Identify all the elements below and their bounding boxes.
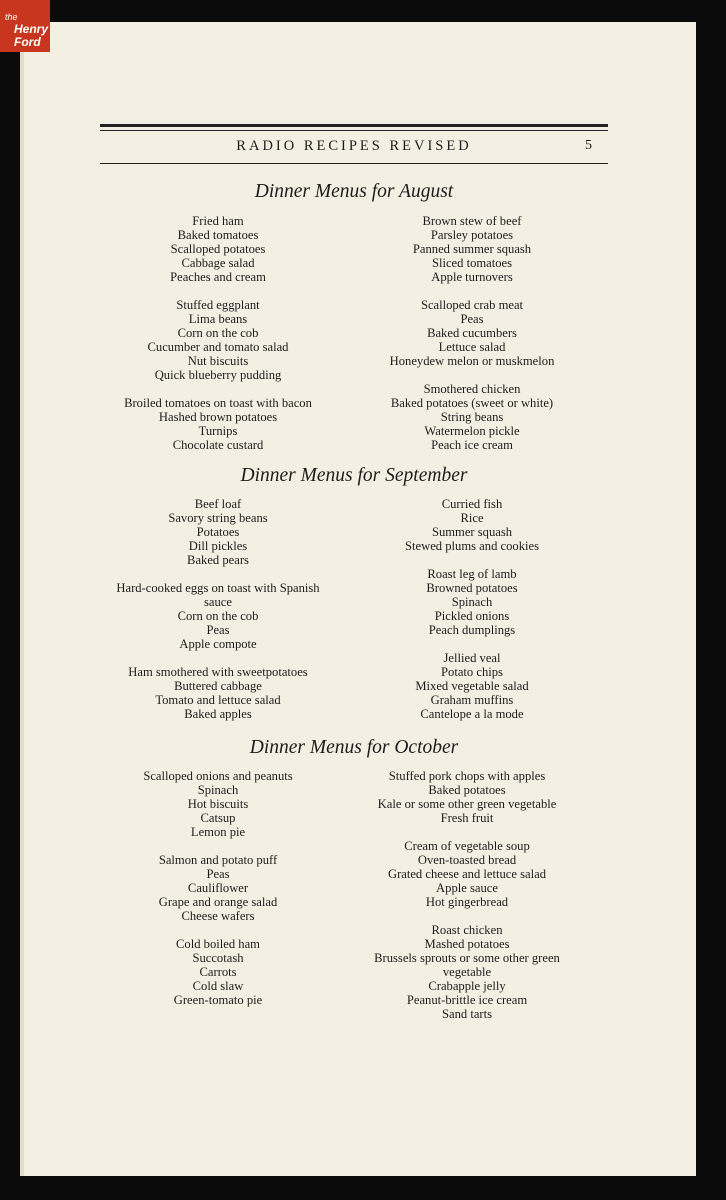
menu-item: Cheese wafers <box>181 909 255 923</box>
menu-item: Honeydew melon or muskmelon <box>389 354 555 368</box>
menu-item: Pickled onions <box>434 609 510 623</box>
henry-ford-logo <box>0 0 50 52</box>
menu-item: Sliced tomatoes <box>431 256 513 270</box>
menu-item: Baked potatoes (sweet or white) <box>390 396 554 410</box>
menu-item: Savory string beans <box>168 511 268 525</box>
menu-item: Hot gingerbread <box>425 895 509 909</box>
menu-item: Baked cucumbers <box>427 326 517 340</box>
menu-item: Roast chicken <box>431 923 503 937</box>
menu-item: Graham muffins <box>430 693 514 707</box>
menu-item: Corn on the cob <box>177 609 259 623</box>
october-right-column <box>342 769 592 1035</box>
menu-item: Broiled tomatoes on toast with bacon <box>124 396 312 410</box>
menu-item: Salmon and potato puff <box>158 853 278 867</box>
menu-group <box>86 497 350 567</box>
menu-item: Mixed vegetable salad <box>415 679 529 693</box>
menu-item: Peach dumplings <box>428 623 516 637</box>
menu-item: Fried ham <box>192 214 244 228</box>
menu-item: Potatoes <box>196 525 240 539</box>
menu-item: Corn on the cob <box>177 326 259 340</box>
menu-item: Peanut-brittle ice cream <box>406 993 528 1007</box>
menu-group <box>352 298 592 368</box>
menu-item: Turnips <box>198 424 238 438</box>
menu-item: Cucumber and tomato salad <box>147 340 289 354</box>
menu-group <box>342 769 592 825</box>
menu-item: Quick blueberry pudding <box>154 368 282 382</box>
menu-item: Nut biscuits <box>187 354 249 368</box>
menu-item: Mashed potatoes <box>424 937 510 951</box>
menu-item: Catsup <box>200 811 236 825</box>
menu-item: Oven-toasted bread <box>417 853 517 867</box>
menu-item: Parsley potatoes <box>430 228 514 242</box>
menu-item: Peas <box>206 623 230 637</box>
section-title-september: Dinner Menus for September <box>240 465 468 486</box>
page-spine-edge <box>20 22 24 1176</box>
section-title-october: Dinner Menus for October <box>249 737 459 758</box>
menu-item: Stewed plums and cookies <box>405 539 539 553</box>
menu-item: Grated cheese and lettuce salad <box>387 867 547 881</box>
menu-item: Stuffed eggplant <box>176 298 260 312</box>
menu-group <box>342 923 592 1021</box>
logo-henry: Henry <box>14 22 49 36</box>
october-left-column <box>98 769 338 1021</box>
menu-item: Cabbage salad <box>181 256 255 270</box>
menu-item: Panned summer squash <box>412 242 532 256</box>
menu-item: Spinach <box>451 595 493 609</box>
menu-item: Peaches and cream <box>170 270 266 284</box>
menu-item: Ham smothered with sweetpotatoes <box>128 665 308 679</box>
menu-item: Chocolate custard <box>172 438 264 452</box>
menu-item: Beef loaf <box>194 497 242 511</box>
menu-item: Cold boiled ham <box>176 937 260 951</box>
menu-item: Dill pickles <box>188 539 248 553</box>
menu-item: Hashed brown potatoes <box>158 410 278 424</box>
menu-item: Peach ice cream <box>431 438 513 452</box>
menu-item: Succotash <box>192 951 244 965</box>
menu-item: Roast leg of lamb <box>427 567 517 581</box>
menu-item: Baked potatoes <box>428 783 506 797</box>
menu-item: Browned potatoes <box>426 581 518 595</box>
menu-item: vegetable <box>442 965 492 979</box>
menu-item: Apple turnovers <box>431 270 513 284</box>
menu-item: Cold slaw <box>192 979 244 993</box>
menu-item: Spinach <box>197 783 239 797</box>
menu-group <box>98 769 338 839</box>
menu-item: Cream of vegetable soup <box>404 839 530 853</box>
menu-item: Hard-cooked eggs on toast with Spanish <box>116 581 320 595</box>
menu-group <box>98 298 338 382</box>
menu-item: Buttered cabbage <box>174 679 262 693</box>
september-left-column <box>86 497 350 735</box>
menu-item: Sand tarts <box>441 1007 493 1021</box>
menu-item: Peas <box>460 312 484 326</box>
header-rule-bottom <box>100 163 608 164</box>
august-right-column <box>352 214 592 466</box>
menu-item: sauce <box>204 595 232 609</box>
menu-item: Baked apples <box>184 707 252 721</box>
menu-item: Lettuce salad <box>438 340 506 354</box>
menu-item: Baked tomatoes <box>177 228 259 242</box>
menu-item: Stuffed pork chops with apples <box>388 769 546 783</box>
page-number: 5 <box>585 138 592 153</box>
august-left-column <box>98 214 338 466</box>
menu-item: Summer squash <box>431 525 513 539</box>
menu-item: Apple sauce <box>436 881 498 895</box>
running-header <box>100 138 608 158</box>
menu-item: Cantelope a la mode <box>420 707 524 721</box>
menu-item: String beans <box>440 410 504 424</box>
menu-group <box>98 853 338 923</box>
menu-item: Potato chips <box>441 665 503 679</box>
menu-item: Hot biscuits <box>187 797 249 811</box>
menu-item: Kale or some other green vegetable <box>377 797 557 811</box>
menu-item: Scalloped onions and peanuts <box>143 769 293 783</box>
logo-ford: Ford <box>14 35 41 49</box>
menu-group <box>352 497 592 553</box>
menu-item: Tomato and lettuce salad <box>155 693 281 707</box>
menu-item: Lima beans <box>188 312 248 326</box>
menu-item: Peas <box>206 867 230 881</box>
header-rule-thick <box>100 124 608 127</box>
menu-item: Fresh fruit <box>440 811 494 825</box>
menu-item: Rice <box>460 511 484 525</box>
menu-group <box>352 567 592 637</box>
menu-item: Grape and orange salad <box>158 895 278 909</box>
menu-group <box>352 382 592 452</box>
header-rule-thin <box>100 130 608 131</box>
menu-item: Green-tomato pie <box>173 993 263 1007</box>
menu-group <box>352 651 592 721</box>
section-title-august: Dinner Menus for August <box>254 181 454 202</box>
menu-item: Brussels sprouts or some other green <box>374 951 560 965</box>
menu-item: Apple compote <box>179 637 257 651</box>
menu-item: Crabapple jelly <box>428 979 506 993</box>
menu-group <box>86 665 350 721</box>
menu-group <box>98 937 338 1007</box>
running-title: RADIO RECIPES REVISED <box>236 138 472 154</box>
menu-group <box>342 839 592 909</box>
menu-item: Lemon pie <box>190 825 246 839</box>
menu-item: Brown stew of beef <box>422 214 522 228</box>
menu-item: Carrots <box>199 965 237 979</box>
menu-item: Smothered chicken <box>423 382 521 396</box>
september-right-column <box>352 497 592 735</box>
menu-item: Watermelon pickle <box>424 424 520 438</box>
menu-group <box>98 214 338 284</box>
menu-item: Cauliflower <box>187 881 249 895</box>
menu-group <box>86 581 350 651</box>
menu-item: Jellied veal <box>443 651 501 665</box>
menu-item: Curried fish <box>441 497 503 511</box>
menu-item: Scalloped crab meat <box>420 298 524 312</box>
logo-the: the <box>5 12 18 22</box>
menu-group <box>98 396 338 452</box>
menu-item: Baked pears <box>187 553 249 567</box>
menu-group <box>352 214 592 284</box>
menu-item: Scalloped potatoes <box>170 242 266 256</box>
